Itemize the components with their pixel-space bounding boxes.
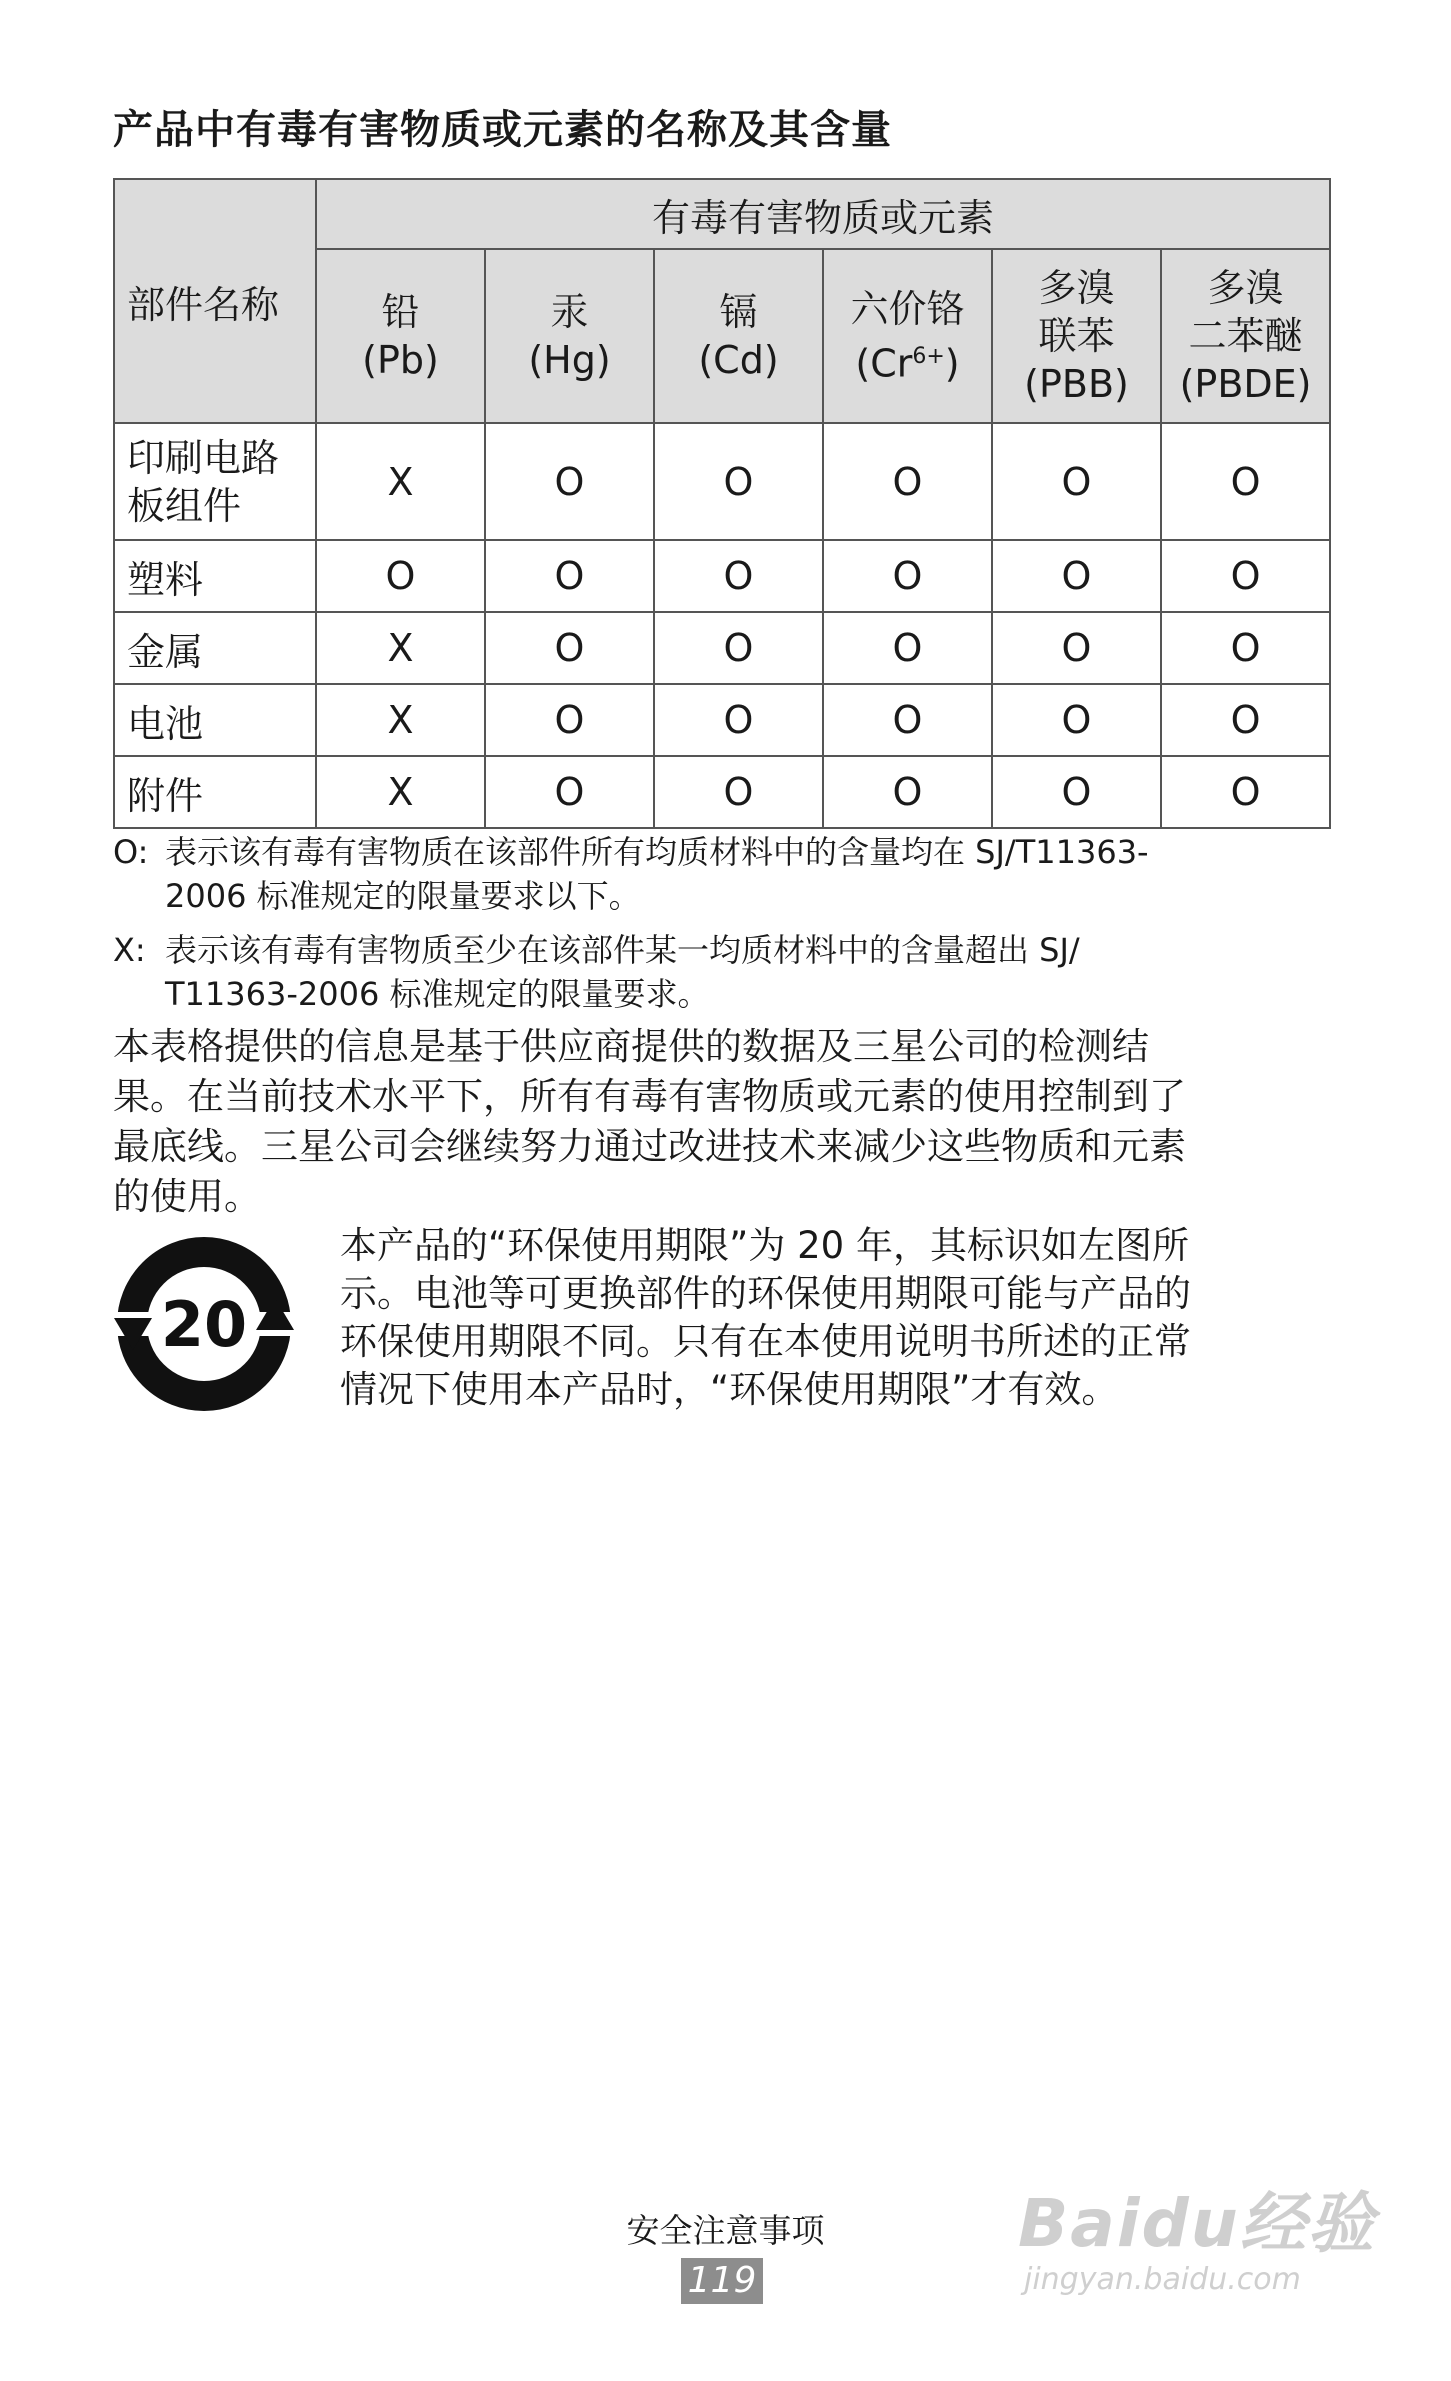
table-row — [114, 684, 1330, 756]
table-cell: O — [992, 423, 1161, 540]
eco-line: 情况下使用本产品时，“环保使用期限”才有效。 — [340, 1368, 1119, 1411]
baidu-watermark — [1018, 2150, 1398, 2320]
table-cell: O — [654, 612, 823, 684]
note-x — [113, 928, 1329, 1016]
table-cell: O — [1161, 756, 1330, 828]
page-title: 产品中有毒有害物质或元素的名称及其含量 — [113, 107, 892, 153]
watermark-url: jingyan.baidu.com — [1024, 2262, 1301, 2297]
eco-period-20-icon — [112, 1232, 296, 1416]
table-cell: O — [654, 756, 823, 828]
paragraph-line: 本表格提供的信息是基于供应商提供的数据及三星公司的检测结 — [113, 1025, 1149, 1068]
table-cell: O — [316, 540, 485, 612]
note-line: 2006 标准规定的限量要求以下。 — [165, 877, 641, 915]
substance-header-lead: 铅 (Pb) — [316, 249, 485, 423]
info-paragraph — [113, 1022, 1333, 1222]
note-line: T11363-2006 标准规定的限量要求。 — [165, 975, 710, 1013]
substance-header-mercury: 汞 (Hg) — [485, 249, 654, 423]
substance-header-pbde: 多溴 二苯醚 (PBDE) — [1161, 249, 1330, 423]
table-cell: O — [654, 684, 823, 756]
table-cell: X — [316, 612, 485, 684]
table-cell: O — [485, 756, 654, 828]
table-cell: O — [992, 540, 1161, 612]
table-cell: X — [316, 756, 485, 828]
eco-period-text — [340, 1222, 1330, 1414]
table-cell: O — [485, 612, 654, 684]
table-cell: O — [823, 756, 992, 828]
paragraph-line: 的使用。 — [113, 1175, 261, 1218]
table-cell: O — [992, 756, 1161, 828]
note-o — [113, 830, 1329, 918]
row-part-name: 塑料 — [114, 540, 316, 612]
note-mark: X: — [113, 931, 146, 969]
table-cell: O — [823, 612, 992, 684]
table-cell: O — [485, 423, 654, 540]
paragraph-line: 最底线。三星公司会继续努力通过改进技术来减少这些物质和元素 — [113, 1125, 1186, 1168]
watermark-logo: Baidu经验 — [1018, 2185, 1376, 2262]
table-cell: O — [823, 684, 992, 756]
table-cell: O — [1161, 423, 1330, 540]
substance-group-header: 有毒有害物质或元素 — [316, 179, 1330, 249]
eco-line: 示。电池等可更换部件的环保使用期限可能与产品的 — [340, 1272, 1191, 1315]
footer-section-title: 安全注意事项 — [626, 2211, 825, 2250]
note-line: 表示该有毒有害物质至少在该部件某一均质材料中的含量超出 SJ/ — [165, 931, 1080, 969]
page-number: 119 — [681, 2258, 763, 2304]
table-cell: O — [654, 540, 823, 612]
row-part-name: 印刷电路 板组件 — [114, 423, 316, 540]
substance-header-chromium: 六价铬 $(Cr^{6+})$ — [823, 249, 992, 423]
table-cell: O — [654, 423, 823, 540]
note-mark: O: — [113, 833, 149, 871]
table-cell: O — [992, 612, 1161, 684]
table-notes — [113, 830, 1329, 1026]
table-row — [114, 756, 1330, 828]
table-cell: O — [485, 540, 654, 612]
eco-period-number: 20 — [160, 1288, 248, 1361]
table-cell: X — [316, 684, 485, 756]
eco-line: 环保使用期限不同。只有在本使用说明书所述的正常 — [340, 1320, 1191, 1363]
table-cell: O — [1161, 612, 1330, 684]
hazardous-substances-table — [113, 178, 1331, 829]
paragraph-line: 果。在当前技术水平下，所有有毒有害物质或元素的使用控制到了 — [113, 1075, 1186, 1118]
table-cell: O — [823, 423, 992, 540]
table-cell: O — [992, 684, 1161, 756]
row-part-name: 电池 — [114, 684, 316, 756]
table-row — [114, 540, 1330, 612]
substance-header-cadmium: 镉 (Cd) — [654, 249, 823, 423]
row-part-name: 附件 — [114, 756, 316, 828]
note-line: 表示该有毒有害物质在该部件所有均质材料中的含量均在 SJ/T11363- — [165, 833, 1149, 871]
eco-line: 本产品的“环保使用期限”为 20 年，其标识如左图所 — [340, 1224, 1189, 1267]
table-row — [114, 612, 1330, 684]
table-cell: O — [823, 540, 992, 612]
table-cell: X — [316, 423, 485, 540]
table-cell: O — [1161, 684, 1330, 756]
table-cell: O — [485, 684, 654, 756]
table-cell: O — [1161, 540, 1330, 612]
part-name-header: 部件名称 — [114, 179, 316, 423]
row-part-name: 金属 — [114, 612, 316, 684]
substance-header-pbb: 多溴 联苯 (PBB) — [992, 249, 1161, 423]
table-row — [114, 423, 1330, 540]
